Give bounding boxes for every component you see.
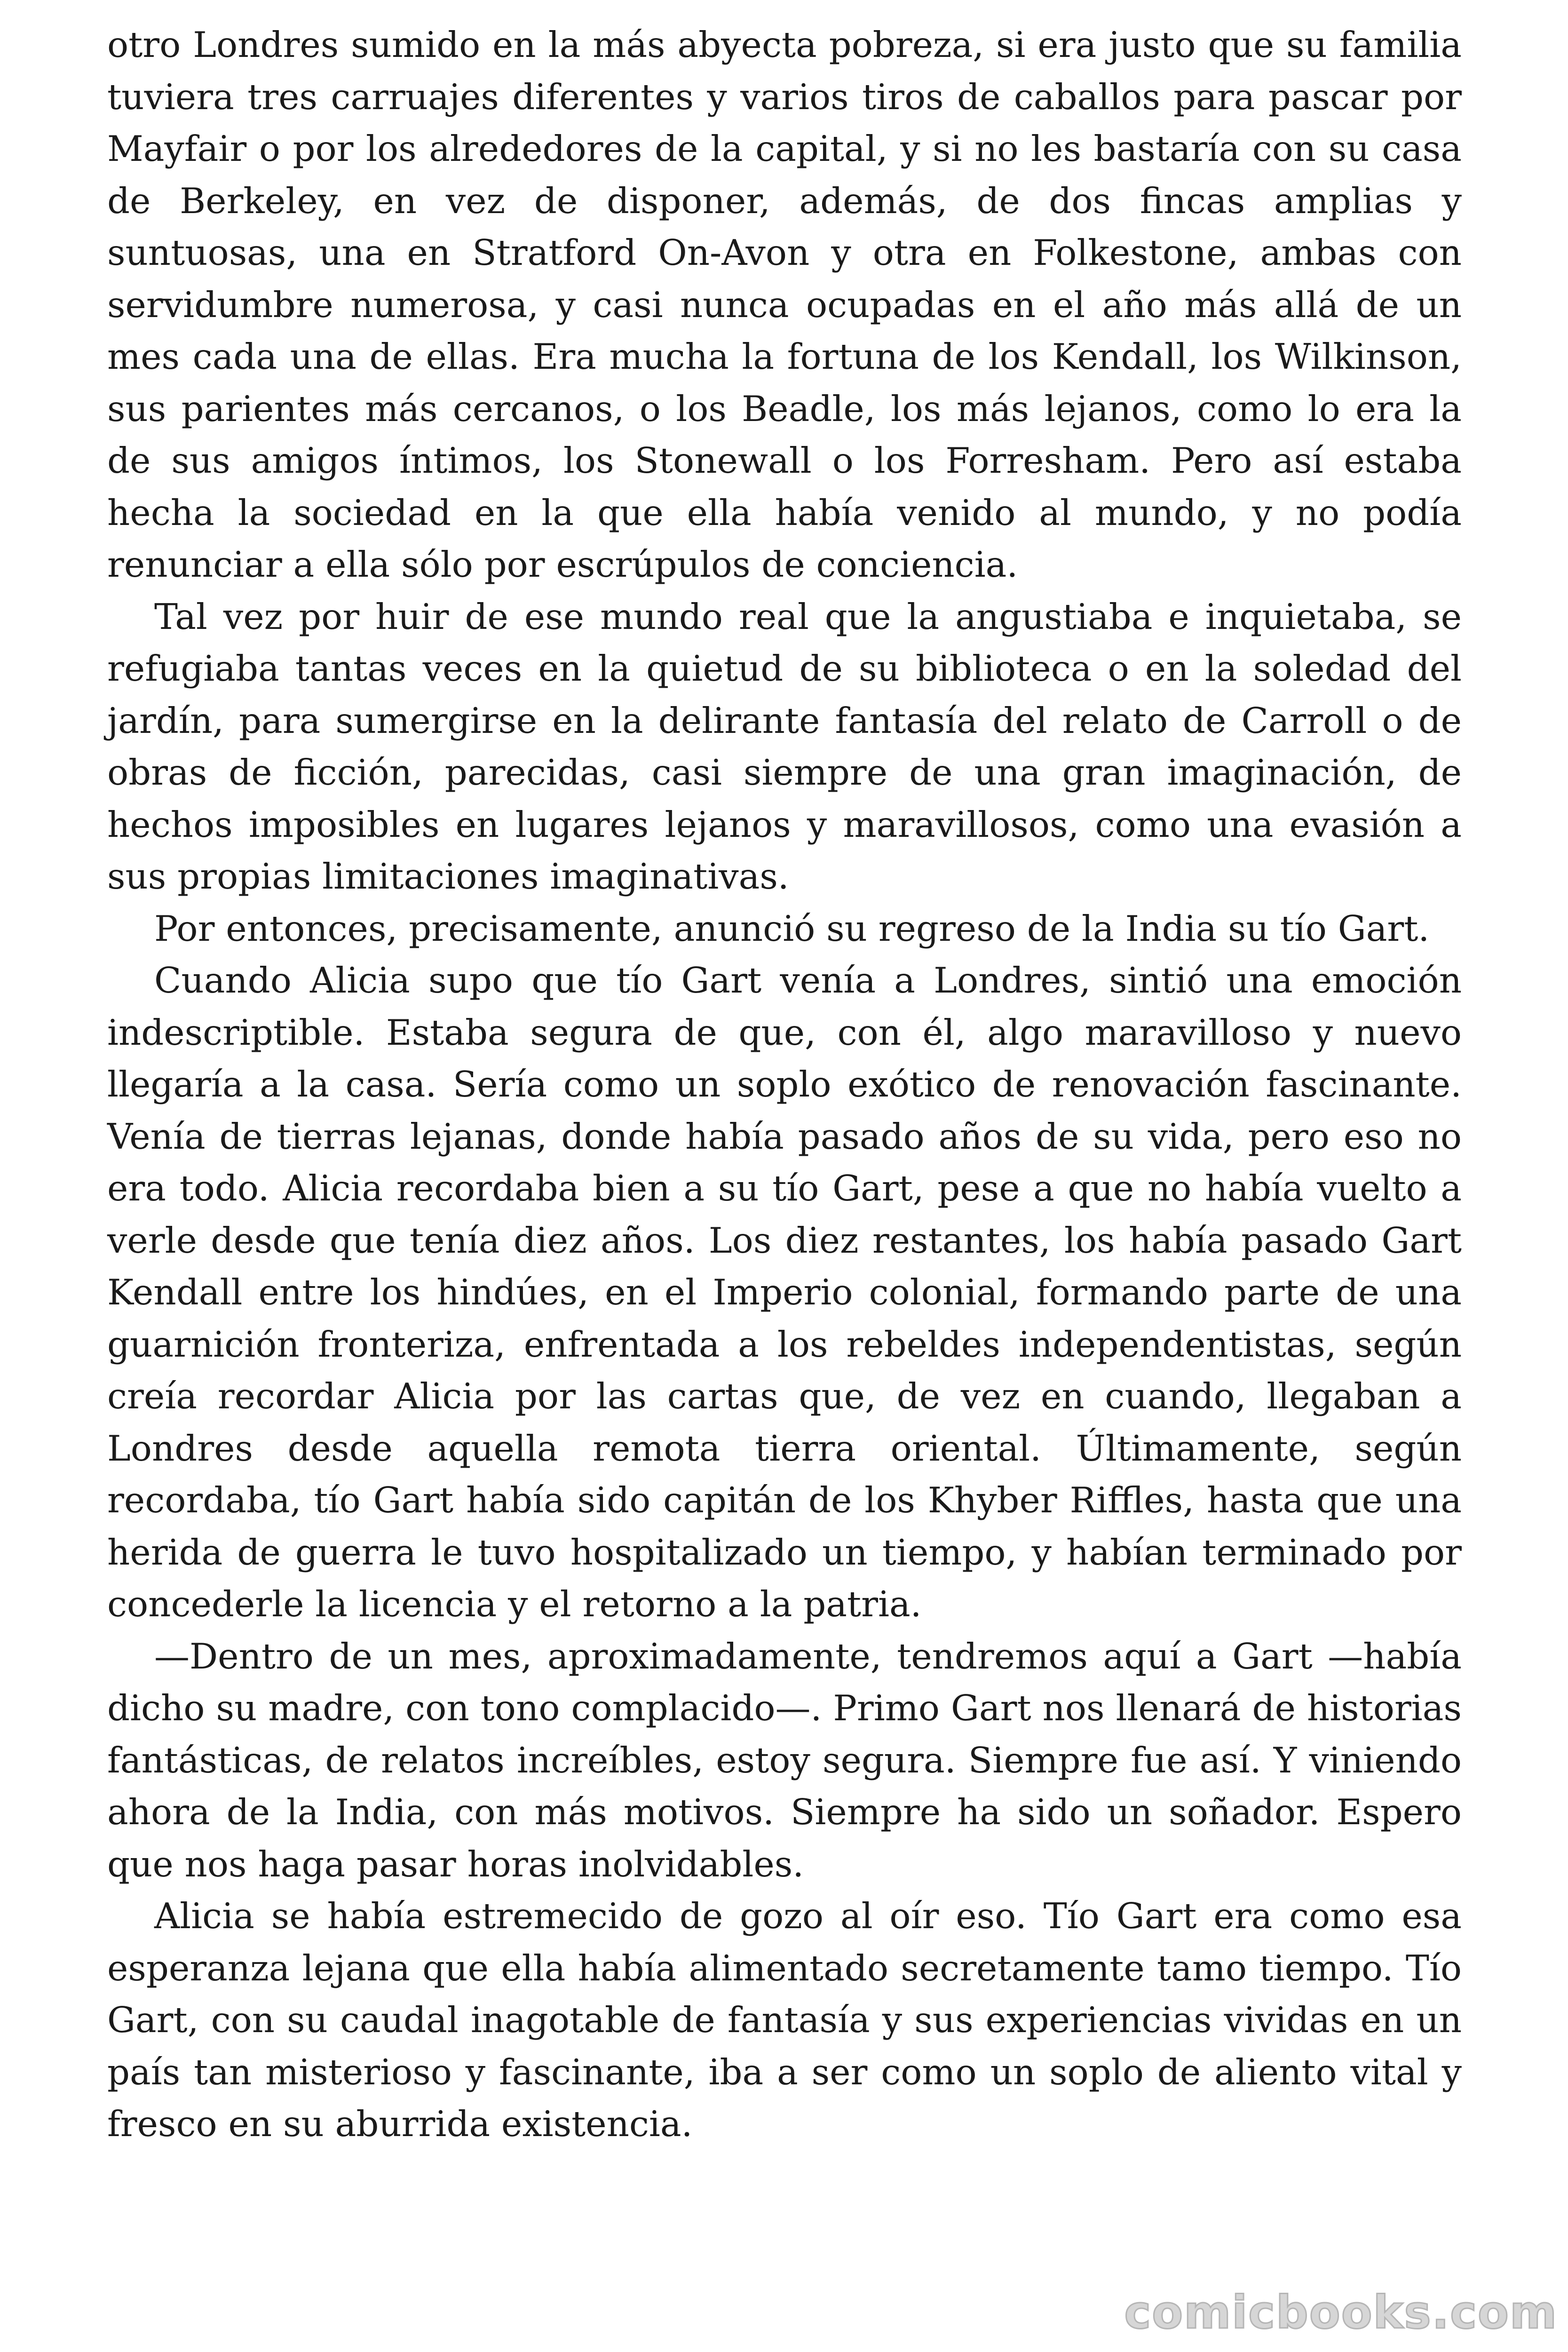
paragraph-1: otro Londres sumido en la más abyecta pobreza, si era justo que su familia tuviera tres carruajes diferentes y varios tiros de caballos para pascar por Mayfair o por los alrededores de la capital, y si no les bastaría con su casa de Berkeley, en vez de disponer, además, de dos fincas amplias y suntuosas, una en Stratford On-Avon y otra en Folkestone, ambas con servidumbre numerosa, y casi nunca ocupadas en el año más allá de un mes cada una de ellas. Era mucha la fortuna de los Kendall, los Wilkinson, sus parientes más cercanos, o los Beadle, los más lejanos, como lo era la de sus amigos íntimos, los Stonewall o los Forresham. Pero así estaba hecha la sociedad en la que ella había venido al mundo, y no podía renunciar a ella sólo por escrúpulos de conciencia. xyxy=(107,24,1462,585)
paragraph-6: Alicia se había estremecido de gozo al oír eso. Tío Gart era como esa esperanza lejana que ella había alimentado secretamente tamo tiempo. Tío Gart, con su caudal inagotable de fantasía y sus experiencias vividas en un país tan misterioso y fascinante, iba a ser como un soplo de aliento vital y fresco en su aburrida existencia. xyxy=(107,1895,1462,2145)
paragraph-4: Cuando Alicia supo que tío Gart venía a Londres, sintió una emoción indescriptible. Estaba segura de que, con él, algo maravilloso y nuevo llegaría a la casa. Sería como un soplo exótico de renovación fascinante. Venía de tierras lejanas, donde había pasado años de su vida, pero eso no era todo. Alicia recordaba bien a su tío Gart, pese a que no había vuelto a verle desde que tenía diez años. Los diez restantes, los había pasado Gart Kendall entre los hindúes, en el Imperio colonial, formando parte de una guarnición fronteriza, enfrentada a los rebeldes independentistas, según creía recordar Alicia por las cartas que, de vez en cuando, llegaban a Londres desde aquella remota tierra oriental. Últimamente, según recordaba, tío Gart había sido capitán de los Khyber Riffles, hasta que una herida de guerra le tuvo hospitalizado un tiempo, y habían terminado por concederle la licencia y el retorno a la patria. xyxy=(107,960,1462,1625)
paragraph-3: Por entonces, precisamente, anunció su regreso de la India su tío Gart. xyxy=(154,907,1430,949)
book-page xyxy=(107,19,1462,2314)
paragraph-2: Tal vez por huir de ese mundo real que la angustiaba e inquietaba, se refugiaba tantas veces en la quietud de su biblioteca o en la soledad del jardín, para sumergirse en la delirante fantasía del relato de Carroll o de obras de ficción, parecidas, casi siempre de una gran imaginación, de hechos imposibles en lugares lejanos y maravillosos, como una evasión a sus propias limitaciones imaginativas. xyxy=(107,596,1462,897)
paragraph-5: —Dentro de un mes, aproximadamente, tendremos aquí a Gart —había dicho su madre, con tono complacido—. Primo Gart nos llenará de historias fantásticas, de relatos increíbles, estoy segura. Siempre fue así. Y viniendo ahora de la India, con más motivos. Siempre ha sido un soñador. Espero que nos haga pasar horas inolvidables. xyxy=(107,1635,1462,1885)
watermark: comicbooks.com xyxy=(1124,2286,1558,2339)
